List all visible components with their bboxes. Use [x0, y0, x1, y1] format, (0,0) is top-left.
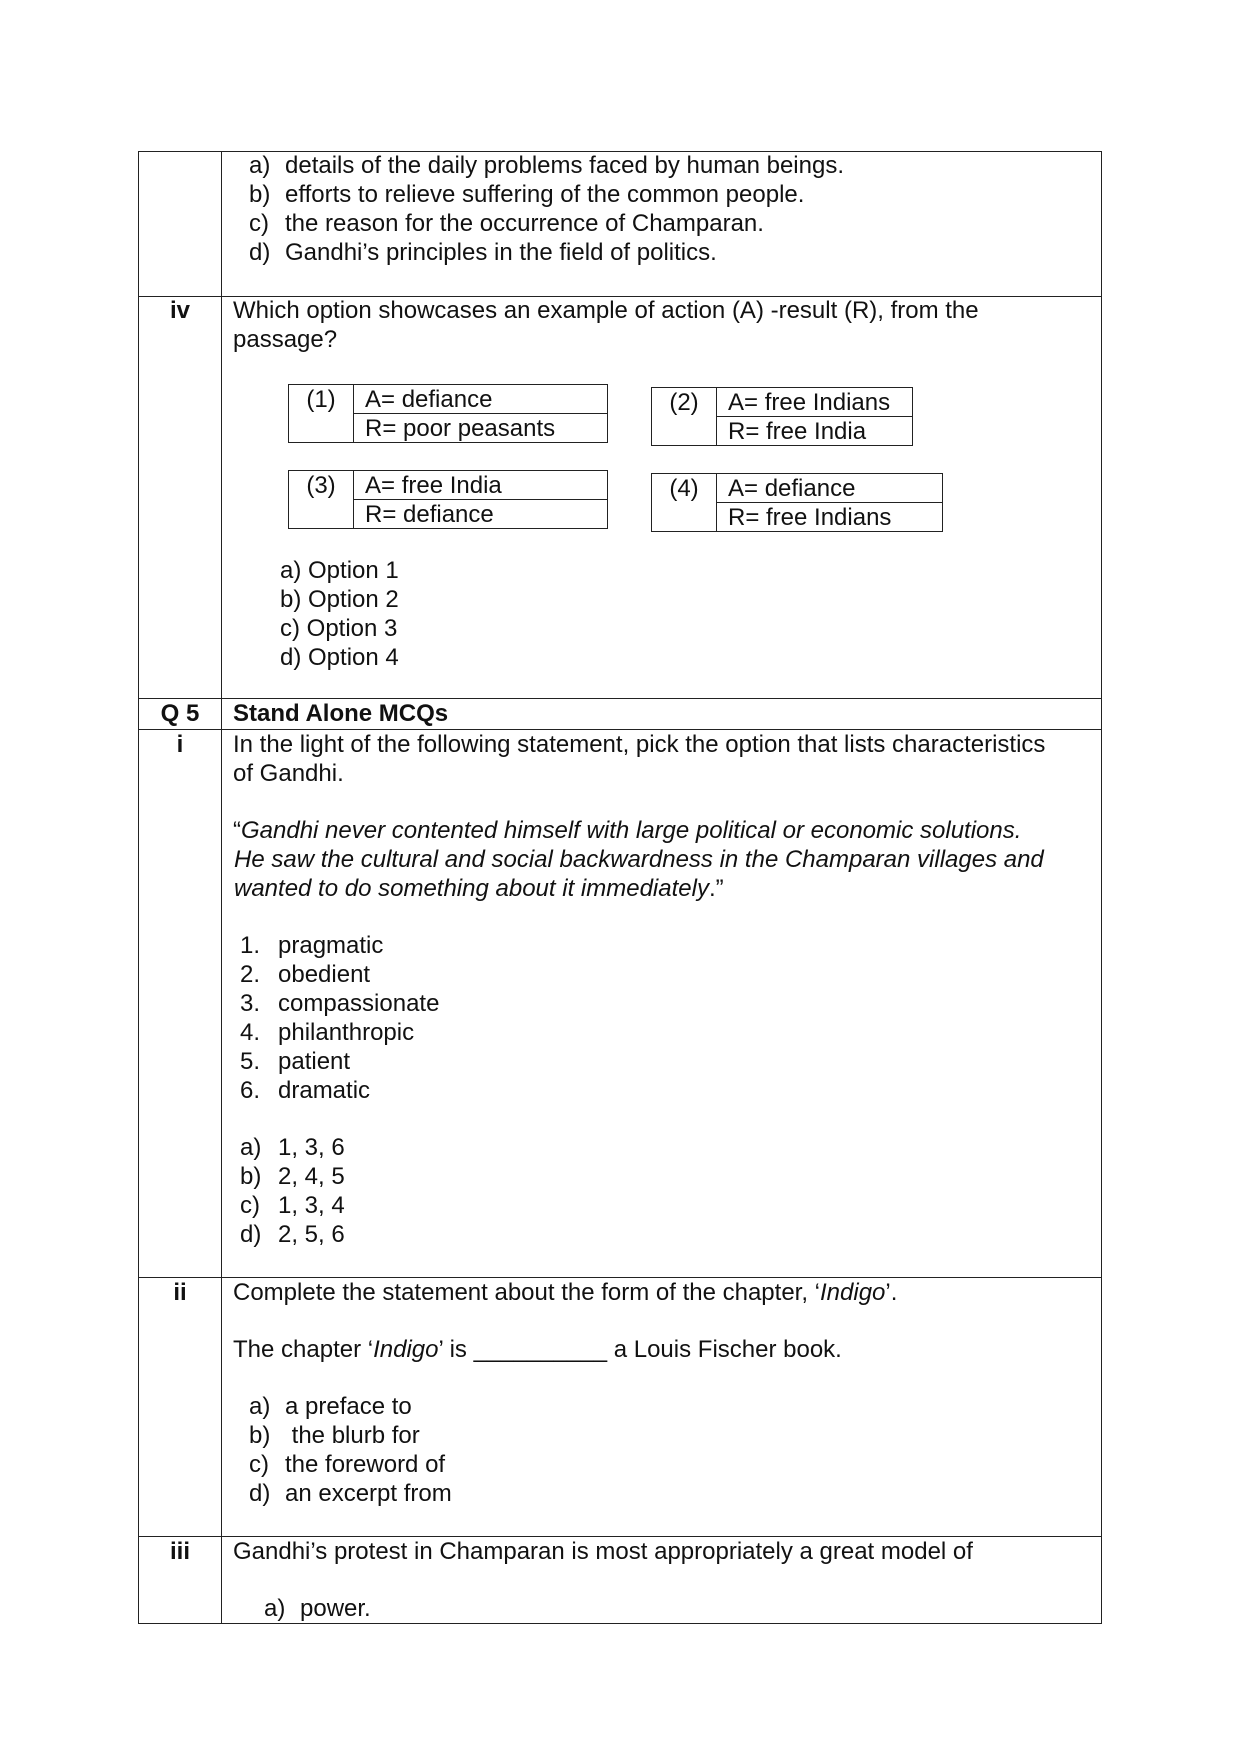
- question-number: iii: [169, 1538, 190, 1565]
- option-item: b) efforts to relieve suffering of the common people.: [249, 181, 805, 208]
- list-item: 6. dramatic: [240, 1077, 371, 1104]
- action-cell: A= defiance: [717, 474, 942, 503]
- list-item: 4. philanthropic: [240, 1019, 415, 1046]
- table-left-border: [138, 151, 139, 1624]
- box-number: (3): [289, 471, 354, 528]
- quote-line: wanted to do something about it immediately.”: [234, 875, 724, 902]
- question-number: iv: [169, 297, 190, 324]
- option-item: a) details of the daily problems faced by human beings.: [249, 152, 844, 179]
- quote-line: He saw the cultural and social backwardness in the Champaran villages and: [234, 846, 1044, 873]
- box-number: (2): [652, 388, 717, 445]
- question-number: i: [176, 731, 184, 758]
- section-title: Stand Alone MCQs: [233, 700, 449, 727]
- fill-in-statement: The chapter ‘Indigo’ is __________ a Louis Fischer book.: [233, 1336, 842, 1363]
- action-result-box: [651, 387, 913, 446]
- action-result-box: [651, 473, 943, 532]
- column-divider: [221, 151, 222, 1624]
- question-prompt: Gandhi’s protest in Champaran is most appropriately a great model of: [233, 1538, 973, 1565]
- table-bottom-border: [138, 1623, 1102, 1624]
- result-cell: R= poor peasants: [365, 415, 556, 442]
- option-item: d) Gandhi’s principles in the field of politics.: [249, 239, 717, 266]
- action-cell: A= free Indians: [717, 388, 912, 417]
- option-item: d) an excerpt from: [249, 1480, 452, 1507]
- option-item: c) 1, 3, 4: [240, 1192, 345, 1219]
- box-number: (1): [289, 385, 354, 442]
- option-item: a) Option 1: [280, 557, 399, 584]
- question-prompt: passage?: [233, 326, 338, 353]
- box-number: (4): [652, 474, 717, 531]
- list-item: 1. pragmatic: [240, 932, 384, 959]
- action-cell: A= free India: [354, 471, 607, 500]
- action-result-box: [288, 470, 608, 529]
- result-cell: R= free India: [728, 418, 867, 445]
- option-item: a) 1, 3, 6: [240, 1134, 345, 1161]
- result-cell: R= defiance: [365, 501, 494, 528]
- option-item: b) the blurb for: [249, 1422, 420, 1449]
- section-number: Q 5: [160, 700, 200, 727]
- result-cell: R= free Indians: [728, 504, 892, 531]
- option-item: a) power.: [264, 1595, 371, 1622]
- option-item: c) Option 3: [280, 615, 398, 642]
- action-cell: A= defiance: [354, 385, 607, 414]
- option-item: d) 2, 5, 6: [240, 1221, 345, 1248]
- question-number: ii: [173, 1279, 187, 1306]
- action-result-box: [288, 384, 608, 443]
- option-item: a) a preface to: [249, 1393, 412, 1420]
- option-item: c) the foreword of: [249, 1451, 446, 1478]
- table-right-border: [1101, 151, 1102, 1624]
- list-item: 5. patient: [240, 1048, 351, 1075]
- list-item: 2. obedient: [240, 961, 371, 988]
- quote-line: “Gandhi never contented himself with large political or economic solutions.: [233, 817, 1022, 844]
- question-prompt: In the light of the following statement, pick the option that lists characteristics: [233, 731, 1046, 758]
- option-item: b) Option 2: [280, 586, 399, 613]
- list-item: 3. compassionate: [240, 990, 440, 1017]
- question-prompt: Which option showcases an example of action (A) -result (R), from the: [233, 297, 979, 324]
- option-item: b) 2, 4, 5: [240, 1163, 345, 1190]
- option-item: d) Option 4: [280, 644, 399, 671]
- question-prompt: Complete the statement about the form of the chapter, ‘Indigo’.: [233, 1279, 898, 1306]
- option-item: c) the reason for the occurrence of Champaran.: [249, 210, 764, 237]
- question-prompt: of Gandhi.: [233, 760, 344, 787]
